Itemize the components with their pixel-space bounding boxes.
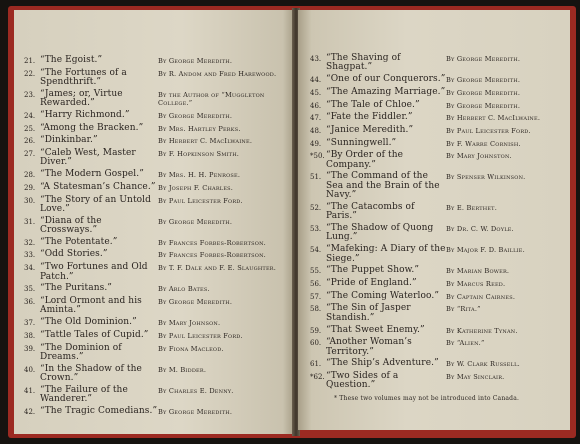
entry-number: *62. xyxy=(310,373,325,382)
list-item xyxy=(310,304,566,323)
entry-title: “The Shaving of Shagpat.” xyxy=(326,53,401,73)
list-item xyxy=(24,183,288,193)
entry-number: 31. xyxy=(24,217,36,226)
entry-author: By George Meredith. xyxy=(446,88,521,97)
list-item xyxy=(310,88,566,98)
list-item xyxy=(24,217,288,236)
entry-author: By Katherine Tynan. xyxy=(446,326,518,335)
entry-author: By “Rita.” xyxy=(446,305,481,314)
entry-title: “A Statesman’s Chance.” xyxy=(40,181,156,192)
entry-author: By George Meredith. xyxy=(158,111,233,120)
list-item xyxy=(24,136,288,146)
entry-number: 38. xyxy=(24,331,36,340)
entry-author: By Mrs. H. H. Penrose. xyxy=(158,171,241,180)
entry-author: By George Meredith. xyxy=(446,55,521,63)
entry-title: “Diana of the Crossways.” xyxy=(40,215,102,236)
entry-author: By Paul Leicester Ford. xyxy=(158,331,243,340)
entry-number: 60. xyxy=(310,339,322,348)
list-item xyxy=(310,54,566,73)
entry-title: “Tattle Tales of Cupid.” xyxy=(40,329,149,340)
entry-author: By E. Berthet. xyxy=(446,203,497,212)
entry-author: By George Meredith. xyxy=(446,76,521,85)
list-item xyxy=(24,124,288,134)
list-item xyxy=(24,263,288,282)
entry-author: By Fiona Macleod. xyxy=(158,344,224,353)
entry-title: “The Potentate.” xyxy=(40,236,118,247)
entry-title: “Two Sides of a Question.” xyxy=(326,371,399,391)
entry-title: “The Command of the Sea and the Brain of the Navy.” xyxy=(326,171,440,201)
list-item xyxy=(310,338,566,357)
entry-title: “Pride of England.” xyxy=(326,277,417,288)
entry-number: 56. xyxy=(310,279,322,288)
entry-author: By Joseph F. Charles. xyxy=(158,183,234,192)
entry-title: “Lord Ormont and his Aminta.” xyxy=(40,295,142,316)
entry-author: By Spenser Wilkinson. xyxy=(446,173,526,182)
right-entry-list xyxy=(310,54,566,391)
entry-author: By Herbert C. MacIlwaine. xyxy=(158,137,253,146)
entry-title: “The Tale of Chloe.” xyxy=(326,99,420,110)
list-item xyxy=(310,75,566,85)
entry-title: “One of our Conquerors.” xyxy=(326,74,446,85)
entry-title: “Odd Stories.” xyxy=(40,249,108,260)
entry-number: 47. xyxy=(310,114,322,123)
list-item xyxy=(310,359,566,369)
entry-number: 55. xyxy=(310,267,322,276)
entry-title: “The Dominion of Dreams.” xyxy=(40,342,122,362)
list-item xyxy=(24,149,288,168)
entry-title: “The Catacombs of Paris.” xyxy=(326,201,415,222)
entry-number: 45. xyxy=(310,88,322,97)
entry-title: “The Amazing Marriage.” xyxy=(326,86,446,97)
entry-author: By May Sinclair. xyxy=(446,373,505,382)
entry-author: By Marcus Reed. xyxy=(446,279,506,288)
entry-title: “Caleb West, Master Diver.” xyxy=(40,148,136,168)
entry-number: 32. xyxy=(24,238,36,247)
entry-title: “Harry Richmond.” xyxy=(40,109,130,120)
entry-number: 28. xyxy=(24,171,36,180)
list-item xyxy=(310,172,566,200)
entry-title: “Fate the Fiddler.” xyxy=(326,112,413,123)
list-item xyxy=(24,297,288,316)
entry-author: By Frances Forbes-Robertson. xyxy=(158,251,266,260)
entry-number: 29. xyxy=(24,183,36,192)
entry-title: “The Ship’s Adventure.” xyxy=(326,358,439,369)
entry-number: 40. xyxy=(24,365,36,374)
entry-title: “Mafeking: A Diary of the Siege.” xyxy=(326,244,446,264)
entry-author: By “Alien.” xyxy=(446,339,485,348)
entry-number: 35. xyxy=(24,285,36,294)
left-page xyxy=(14,10,294,434)
list-item xyxy=(24,69,288,88)
entry-author: By Dr. C. W. Doyle. xyxy=(446,225,514,234)
list-item xyxy=(310,266,566,276)
list-item xyxy=(310,245,566,264)
entry-title: “Among the Bracken.” xyxy=(40,122,144,133)
entry-number: 44. xyxy=(310,76,322,85)
list-item xyxy=(310,372,566,391)
entry-title: “The Shadow of Quong Lung.” xyxy=(326,223,434,243)
right-page xyxy=(298,10,570,430)
entry-title: “Dinkinbar.” xyxy=(40,135,98,146)
entry-author: By George Meredith. xyxy=(446,101,521,110)
entry-number: 48. xyxy=(310,126,322,135)
entry-number: 22. xyxy=(24,69,36,78)
entry-author: By Mrs. Hartley Perks. xyxy=(158,124,241,133)
entry-number: 58. xyxy=(310,305,322,314)
entry-title: “The Story of an Untold Love.” xyxy=(40,194,152,214)
entry-number: 25. xyxy=(24,124,36,133)
entry-author: By Arlo Bates. xyxy=(158,285,210,294)
list-item xyxy=(310,326,566,336)
list-item xyxy=(24,386,288,405)
entry-number: 49. xyxy=(310,139,322,148)
entry-author: By George Meredith. xyxy=(158,407,233,416)
entry-title: “The Failure of the Wanderer.” xyxy=(40,384,128,405)
entry-author: By George Meredith. xyxy=(158,217,233,226)
entry-number: 30. xyxy=(24,196,36,205)
list-item xyxy=(24,238,288,248)
entry-author: By Paul Leicester Ford. xyxy=(446,126,531,135)
entry-number: 21. xyxy=(24,57,36,65)
entry-title: “Sunningwell.” xyxy=(326,137,397,148)
entry-author: By T. F. Dale and F. E. Slaughter. xyxy=(158,264,277,273)
entry-number: 51. xyxy=(310,173,322,182)
entry-title: “The Tragic Comedians.” xyxy=(40,405,158,416)
entry-number: 39. xyxy=(24,344,36,353)
entry-title: “The Coming Waterloo.” xyxy=(326,290,440,301)
list-item xyxy=(24,111,288,121)
list-item xyxy=(24,407,288,417)
entry-number: 54. xyxy=(310,246,322,255)
entry-title: “In the Shadow of the Crown.” xyxy=(40,363,142,384)
list-item xyxy=(24,284,288,294)
entry-title: “The Egoist.” xyxy=(40,55,103,65)
entry-number: 43. xyxy=(310,55,322,63)
entry-title: “The Fortunes of a Spendthrift.” xyxy=(40,67,127,88)
entry-author: By Charles E. Denny. xyxy=(158,386,234,395)
entry-title: “That Sweet Enemy.” xyxy=(326,324,425,335)
entry-author: By M. Bidder. xyxy=(158,365,207,374)
list-item xyxy=(310,203,566,222)
entry-number: 33. xyxy=(24,251,36,260)
entry-author: By Herbert C. MacIlwaine. xyxy=(446,114,541,123)
entry-number: 46. xyxy=(310,101,322,110)
entry-title: “Janice Meredith.” xyxy=(326,124,414,135)
entry-title: “Another Woman’s Territory.” xyxy=(326,337,412,357)
list-item xyxy=(310,224,566,243)
list-item xyxy=(310,126,566,136)
entry-number: *50. xyxy=(310,152,325,161)
entry-author: By George Meredith. xyxy=(158,297,233,306)
entry-author: By the Author of “Muggleton College.” xyxy=(158,90,265,108)
entry-author: By Captain Cairnes. xyxy=(446,292,516,301)
entry-author: By Paul Leicester Ford. xyxy=(158,196,243,205)
entry-author: By F. Warre Cornish. xyxy=(446,139,521,148)
list-item xyxy=(24,196,288,215)
entry-title: “The Sin of Jasper Standish.” xyxy=(326,303,411,323)
list-item xyxy=(310,292,566,302)
entry-number: 34. xyxy=(24,264,36,273)
list-item xyxy=(24,90,288,109)
entry-number: 42. xyxy=(24,407,36,416)
entry-title: “James; or, Virtue Rewarded.” xyxy=(40,88,123,109)
list-item xyxy=(24,250,288,260)
list-item xyxy=(24,331,288,341)
entry-author: By George Meredith. xyxy=(158,57,233,65)
entry-title: “The Puritans.” xyxy=(40,283,112,294)
list-item xyxy=(310,151,566,170)
entry-number: 57. xyxy=(310,292,322,301)
entry-number: 52. xyxy=(310,203,322,212)
footnote: * These two volumes may not be introduced into Canada. xyxy=(334,394,520,402)
entry-number: 37. xyxy=(24,319,36,328)
entry-title: “Two Fortunes and Old Patch.” xyxy=(40,262,148,282)
entry-author: By Mary Johnston. xyxy=(446,152,512,161)
entry-number: 53. xyxy=(310,225,322,234)
entry-title: “By Order of the Company.” xyxy=(326,150,404,170)
entry-number: 23. xyxy=(24,90,36,99)
entry-title: “The Old Dominion.” xyxy=(40,317,137,328)
entry-title: “The Puppet Show.” xyxy=(326,265,420,276)
entry-author: By Major F. D. Baillie. xyxy=(446,246,525,255)
entry-number: 26. xyxy=(24,137,36,146)
list-item xyxy=(310,101,566,111)
list-item xyxy=(24,170,288,180)
list-item xyxy=(310,139,566,149)
book xyxy=(8,6,576,438)
list-item xyxy=(24,318,288,328)
list-item xyxy=(24,344,288,363)
list-item xyxy=(310,113,566,123)
entry-author: By Marian Bower. xyxy=(446,267,510,276)
entry-number: 41. xyxy=(24,386,36,395)
list-item xyxy=(24,56,288,66)
entry-number: 27. xyxy=(24,150,36,159)
entry-title: “The Modern Gospel.” xyxy=(40,169,144,180)
entry-number: 61. xyxy=(310,360,322,369)
entry-author: By W. Clark Russell. xyxy=(446,360,520,369)
entry-author: By R. Andom and Fred Harewood. xyxy=(158,69,277,78)
entry-author: By Frances Forbes-Robertson. xyxy=(158,238,266,247)
list-item xyxy=(310,279,566,289)
list-item xyxy=(24,365,288,384)
entry-author: By Mary Johnson. xyxy=(158,319,221,328)
entry-number: 24. xyxy=(24,111,36,120)
entry-number: 59. xyxy=(310,326,322,335)
entry-author: By F. Hopkinson Smith. xyxy=(158,150,240,159)
entry-number: 36. xyxy=(24,297,36,306)
